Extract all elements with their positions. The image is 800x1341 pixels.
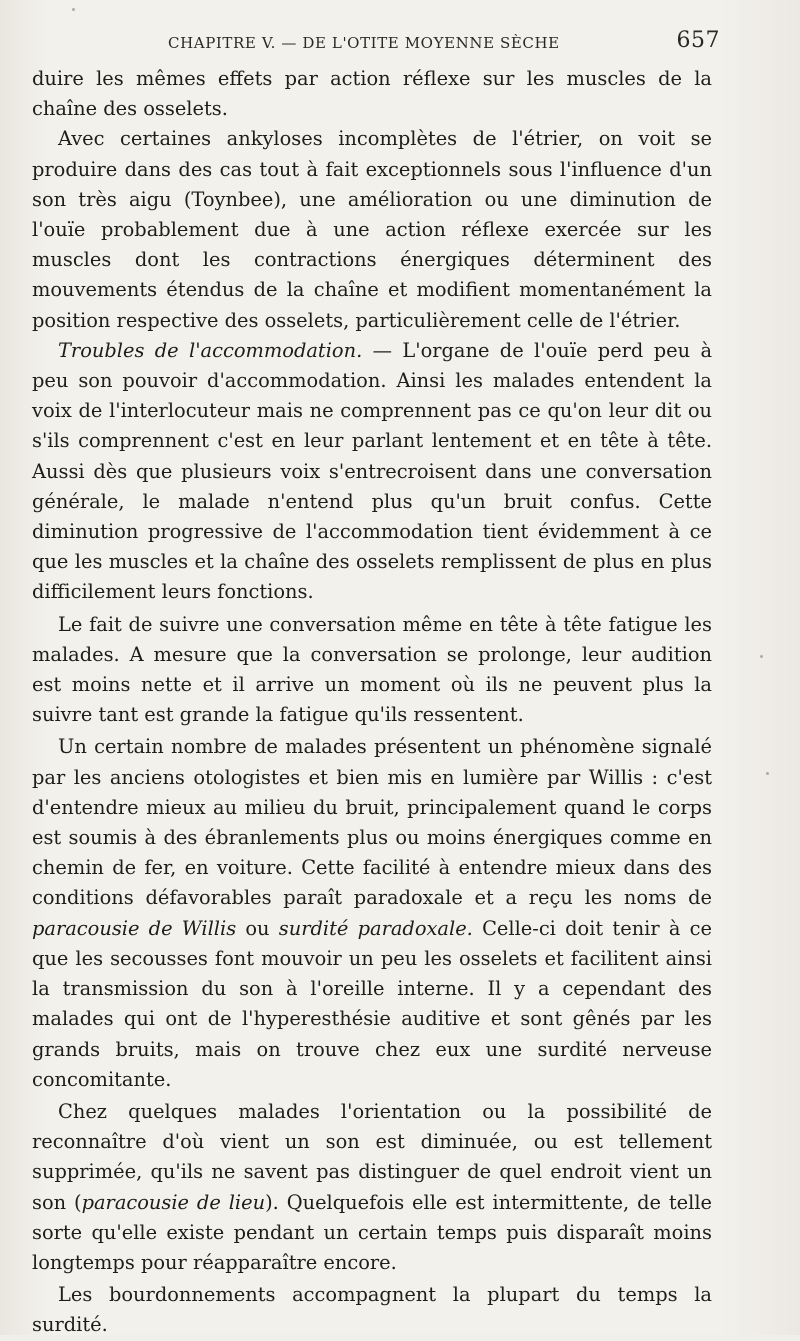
paper-speck	[72, 8, 75, 11]
text-run: — L'organe de l'ouïe perd peu à peu son pouvoir d'accommodation. Ainsi les malades entendent la voix de l'interlocuteur mais ne comprennent pas ce qu'on leur dit ou s'ils comprennent c'est en leur parlant lentement et en tête à tête. Aussi dès que plusieurs voix s'entrecroisent dans une conversation générale, le malade n'entend plus qu'un bruit confus. Cette diminution progressive de l'accommodation tient évidemment à ce que les muscles et la chaîne des osselets remplissent de plus en plus difficilement leurs fonctions.	[32, 338, 713, 604]
body-text	[32, 64, 712, 1341]
running-header	[32, 26, 720, 60]
paragraph-fatigue	[32, 610, 712, 731]
running-title: CHAPITRE V. — DE L'OTITE MOYENNE SÈCHE	[168, 34, 560, 52]
text-run: Chez quelques malades l'orientation ou la possibilité de reconnaître d'où vient un son est diminuée, ou est tellement supprimée, qu'ils ne savent pas distinguer de quel endroit vient un son (	[32, 1099, 712, 1214]
paragraph-continued	[32, 64, 712, 124]
text-run: Avec certaines ankyloses incomplètes de l'étrier, on voit se produire dans des cas tout à fait exceptionnels sous l'influence d'un son très aigu (Toynbee), une amélioration ou une diminution de l'ouïe probablement due à une action réflexe exercée sur les muscles dont les contractions énergiques déterminent des mouvements étendus de la chaîne et modifient momentanément la position respective des osselets, particulièrement celle de l'étrier.	[32, 127, 712, 332]
italic-term: surdité paradoxale.	[278, 916, 473, 940]
paragraph-ankyloses	[32, 124, 712, 335]
italic-term: paracousie de Willis	[32, 916, 237, 940]
text-run: Le fait de suivre une conversation même en tête à tête fatigue les malades. A mesure que la conversation se prolonge, leur audition est moins nette et il arrive un moment où ils ne peuvent plus la suivre tant est grande la fatigue qu'ils ressentent.	[32, 612, 712, 727]
text-run: Un certain nombre de malades présentent un phénomène signalé par les anciens otologistes et bien mis en lumière par Willis : c'est d'entendre mieux au milieu du bruit, principalement quand le corps est soumis à des ébranlements plus ou moins énergiques comme en chemin de fer, en voiture. Cette facilité à entendre mieux dans des conditions défavorables paraît paradoxale et a reçu les noms de	[32, 735, 712, 910]
section-heading-italic: Troubles de l'accommodation.	[58, 338, 363, 362]
text-run: Les bourdonnements accompagnent la plupart du temps la surdité.	[32, 1283, 712, 1337]
paragraph-orientation	[32, 1097, 712, 1278]
page-number: 657	[676, 28, 720, 53]
paper-speck	[766, 772, 769, 775]
paragraph-accommodation	[32, 336, 712, 608]
text-run: ). Quelquefois elle est intermittente, de telle sorte qu'elle existe pendant un certain temps puis disparaît moins longtemps pour réapparaître encore.	[32, 1190, 712, 1274]
paragraph-bourdonnements	[32, 1280, 712, 1340]
paragraph-paracousie-willis	[32, 732, 712, 1094]
text-run: duire les mêmes effets par action réflexe sur les muscles de la chaîne des osselets.	[32, 67, 712, 121]
paper-speck	[760, 655, 763, 658]
text-run: ou	[236, 916, 279, 940]
italic-term: paracousie de lieu	[81, 1190, 266, 1214]
text-run: Celle-ci doit tenir à ce que les secousses font mouvoir un peu les osselets et facilitent ainsi la transmission du son à l'oreille interne. Il y a cependant des malades qui ont de l'hyperesthésie auditive et sont gênés par les grands bruits, mais on trouve chez eux une surdité nerveuse concomitante.	[32, 916, 713, 1091]
